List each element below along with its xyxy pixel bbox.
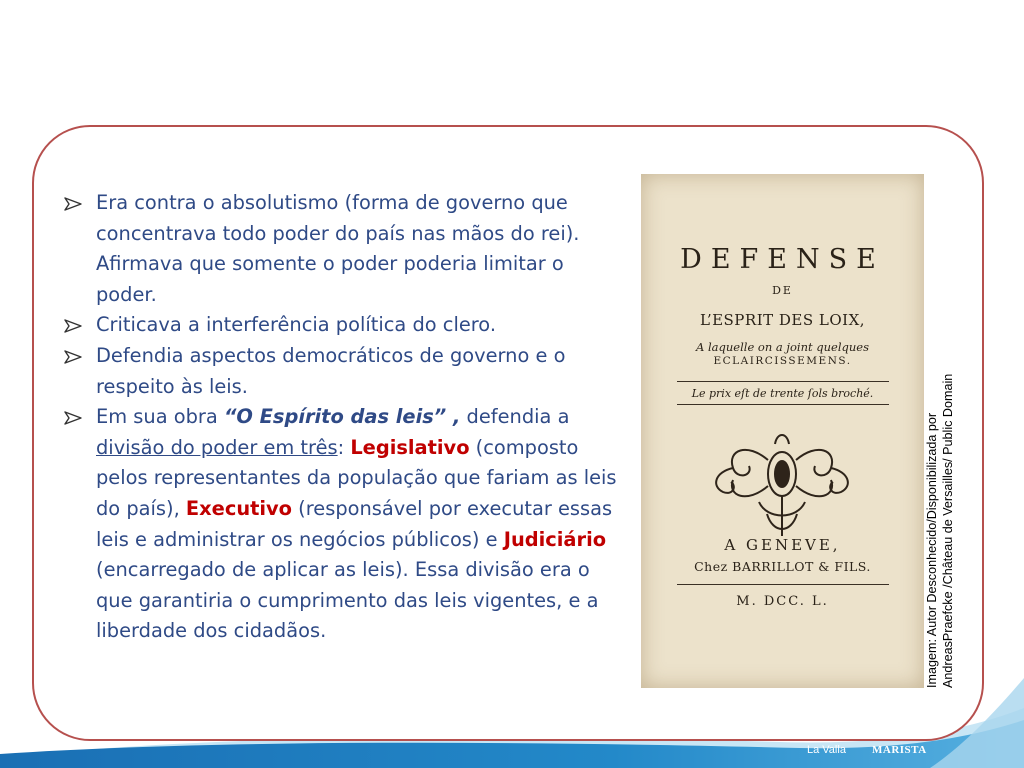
bullet-text-intro: Em sua obra bbox=[96, 405, 224, 429]
executivo-description: (responsável por executar essas leis e administrar os negócios públicos) e bbox=[96, 496, 613, 551]
image-credit-line-1: Imagem: Autor Desconhecido/Disponibilizada por bbox=[925, 412, 939, 688]
legislativo-description: (composto pelos representantes da população que fariam as leis do país), bbox=[96, 435, 617, 520]
book-rule bbox=[677, 584, 889, 585]
bullet-item bbox=[64, 402, 624, 647]
term-judiciario: Judiciário bbox=[503, 527, 607, 551]
arrow-bullet-icon bbox=[64, 319, 82, 333]
image-credit-line-2: AndreasPraefcke /Château de Versailles/ Public Domain bbox=[941, 373, 955, 688]
footer-marista-logo: MARISTA bbox=[872, 744, 927, 756]
term-legislativo: Legislativo bbox=[350, 435, 470, 459]
bullet-item bbox=[64, 310, 624, 341]
bullet-text: Era contra o absolutismo (forma de governo que concentrava todo poder do país nas mãos do rei). Afirmava que somente o poder poderia limitar o poder. bbox=[96, 191, 580, 306]
bullet-text-after-title: defendia a bbox=[460, 405, 570, 429]
book-rule bbox=[677, 404, 889, 405]
arrow-bullet-icon bbox=[64, 411, 82, 425]
book-esprit: L’ESPRIT DES LOIX, bbox=[699, 311, 866, 329]
book-price: Le prix eſt de trente ſols broché. bbox=[691, 387, 874, 400]
bullet-item bbox=[64, 341, 624, 402]
work-title: “O Espírito das leis” , bbox=[223, 405, 461, 429]
bullet-text: Criticava a interferência política do clero. bbox=[96, 313, 496, 337]
book-publisher: Chez BARRILLOT & FILS. bbox=[694, 559, 871, 574]
colon-text: : bbox=[337, 435, 351, 459]
bullet-text: Defendia aspectos democráticos de governo e o respeito às leis. bbox=[96, 343, 566, 398]
arrow-bullet-icon bbox=[64, 350, 82, 364]
ornament-icon bbox=[697, 424, 867, 544]
arrow-bullet-icon bbox=[64, 197, 82, 211]
book-rule bbox=[677, 381, 889, 382]
book-title: DEFENSE bbox=[680, 244, 885, 275]
book-subtitle-1: A laquelle on a joint quelques bbox=[696, 340, 869, 354]
book-title-page-image bbox=[641, 174, 924, 688]
footer-la-valla-logo: La Valla bbox=[807, 744, 846, 756]
bullet-item bbox=[64, 188, 624, 310]
book-place: A GENEVE, bbox=[724, 536, 841, 554]
book-year: M. DCC. L. bbox=[736, 594, 829, 609]
book-subtitle-2: ECLAIRCISSEMENS. bbox=[713, 355, 852, 367]
book-de: DE bbox=[772, 284, 793, 297]
judiciario-description: (encarregado de aplicar as leis). Essa divisão era o que garantiria o cumprimento das leis vigentes, e a liberdade dos cidadãos. bbox=[96, 558, 599, 643]
term-executivo: Executivo bbox=[185, 496, 293, 520]
bullet-list bbox=[64, 188, 624, 647]
underlined-phrase: divisão do poder em três bbox=[96, 435, 338, 459]
image-credit bbox=[924, 328, 964, 688]
